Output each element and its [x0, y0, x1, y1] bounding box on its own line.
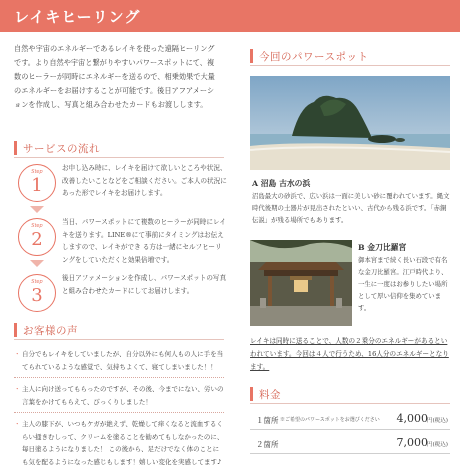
energy-note: レイキは同時に送ることで、人数の２乗分のエネルギーがあるといわれています。今回は４人で行うため、16人分のエネルギーとなります。: [250, 337, 449, 371]
list-item: ・ 自分でもレイキをしていましたが、自分以外にも何人もの人に手を当てられているような感覚で、気持ちよくて、寝てしまいました！！: [14, 348, 224, 378]
spot-heading-text: 今回のパワースポット: [259, 50, 369, 63]
price-value: 7,000: [396, 436, 428, 449]
step-1-text: お申し込み時に、レイキを届けて欲しいところや状況、改善したいことなどをご相談ください。ご本人の状況にあった形でレイキをお届けします。: [62, 164, 227, 197]
heading-accent-bar: [250, 387, 253, 401]
step-2: [14, 216, 224, 268]
step-number: 3: [31, 285, 43, 306]
step-1: [14, 162, 227, 214]
step-number: 1: [31, 175, 43, 196]
list-item: ・ 主人に向け送ってもらったのですが、その後、今までにない、労いの言葉をかけてもらえて、びっくりしました！: [14, 383, 224, 413]
down-arrow-icon: [30, 206, 44, 213]
heading-accent-bar: [250, 49, 253, 63]
flow-heading: [14, 140, 100, 156]
price-value: 4,000: [396, 412, 428, 425]
intro-text: 自然や宇宙のエネルギーであるレイキを使った遠隔ヒーリングです。より自然や宇宙と繋がりやすいパワースポットにて、複数のヒーラーが同時にエネルギーを送るので、相乗効果で大量のエネルギーをお届けすることが可能です。後日アフアメーションを作成し、写真と組み合わせたカードもお渡しします。: [14, 44, 215, 109]
voices-heading-text: お客様の声: [23, 324, 78, 337]
step-3-badge: [18, 274, 56, 312]
price-unit: 円(税込): [426, 418, 448, 424]
divider: [250, 403, 450, 404]
divider: [250, 65, 450, 66]
divider: [14, 339, 224, 340]
voices-heading: [14, 322, 78, 338]
spot-b-text: 御本宮まで続く長い石段で有名な金刀比羅宮。江戸時代より、一生に一度はお参りしたい場所として厚い信仰を集めています。: [358, 256, 448, 312]
divider: [14, 157, 224, 158]
spot-heading: [250, 48, 368, 64]
flow-heading-text: サービスの流れ: [23, 142, 100, 155]
price-label: ２箇所: [256, 440, 279, 449]
shrine-photo: [250, 240, 352, 326]
voices-list: [14, 348, 224, 473]
spot-a-text: 沼島最大の砂浜で、広い浜は一面に美しい砂に覆われています。縄文時代後期の土器片が見出されたといい、古代から残る浜です。「赤銅伝説」が残る場所でもあります。: [252, 192, 450, 224]
step-number: 2: [31, 229, 43, 250]
step-3-text: 後日アファメーションを作成し、パワースポットの写真と組み合わせたカードにしてお届けします。: [62, 274, 227, 295]
title-banner: [0, 0, 460, 32]
step-1-badge: [18, 164, 56, 202]
price-heading: [250, 386, 281, 402]
heading-accent-bar: [14, 323, 17, 337]
island-beach-photo: [250, 76, 450, 170]
spot-b-title: B 金刀比羅宮: [358, 243, 407, 252]
step-2-text: 当日、パワースポットにて複数のヒーラーが同時にレイキを送ります。LINE®にて事前にタイミングはお伝えしますので、レイキができ る方は一緒にセルフヒーリングをしていただくと効果倍増です。: [62, 218, 226, 264]
price-label: １箇所: [256, 416, 279, 425]
step-3: [14, 272, 227, 324]
price-heading-text: 料金: [259, 388, 281, 401]
step-word: Step: [31, 279, 43, 285]
down-arrow-icon: [30, 260, 44, 267]
spot-a-title: A 沼島 古水の浜: [252, 179, 311, 188]
page-title: レイキヒーリング: [14, 8, 141, 26]
price-unit: 円(税込): [426, 442, 448, 448]
price-row-2: [250, 434, 450, 454]
step-word: Step: [31, 169, 43, 175]
price-note: ※ご希望のパワースポットをお選びください: [280, 417, 380, 423]
step-2-badge: [18, 218, 56, 256]
heading-accent-bar: [14, 141, 17, 155]
list-item: ・ 主人の膝下が、いつもケガが絶えず、乾燥して痒くなると流血するくらい掻きむしって、クリームを塗ることを勧めてもしなかったのに、毎日塗るようになりました！ この後から、足だけでなく体のことにも気を配るようになった感じもします！嬉しい変化を実感してます♪: [14, 418, 224, 468]
step-word: Step: [31, 223, 43, 229]
price-row-1: [250, 410, 450, 430]
